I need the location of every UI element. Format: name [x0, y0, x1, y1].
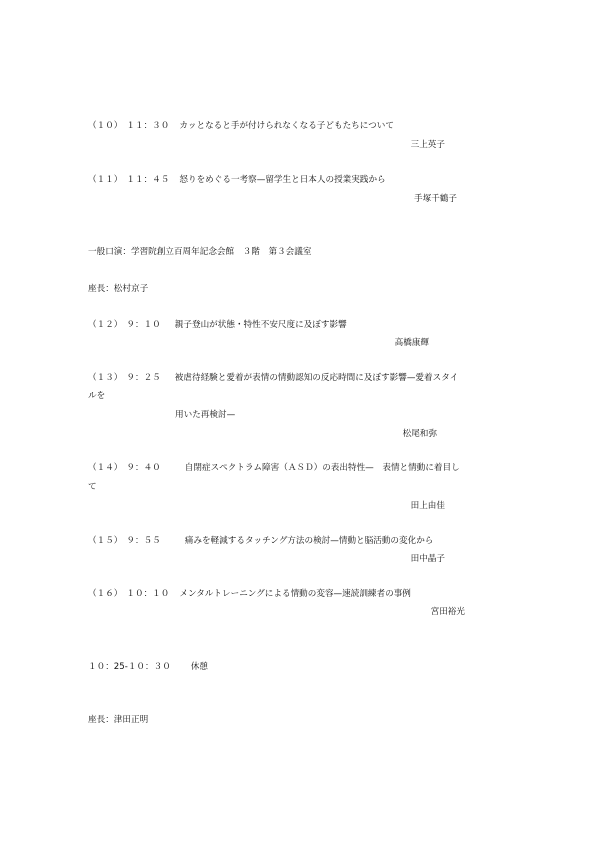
entry-number: （１４）	[88, 463, 123, 473]
entry-14-title-continued: て	[88, 482, 97, 492]
entry-number: （１１）	[88, 175, 123, 185]
break-label: 休憩	[190, 662, 208, 672]
entry-14-author: 田上由佳	[410, 501, 445, 511]
entry-title: カッとなると手が付けられなくなる子どもたちについて	[179, 121, 394, 131]
entry-13-title-continued: ルを	[88, 391, 106, 401]
break-row	[88, 662, 208, 673]
entry-time: ９：２５	[126, 373, 161, 383]
entry-time: １０：１０	[126, 589, 170, 599]
entry-12	[88, 320, 347, 331]
entry-title: 被虐待経験と愛着が表情の情動認知の反応時間に及ぼす影響—愛着スタイ	[174, 373, 459, 383]
entry-number: （１２）	[88, 320, 123, 330]
entry-title: 自閉症スペクトラム障害（ＡＳＤ）の表出特性— 表情と情動に着目し	[184, 463, 460, 473]
entry-13-title-continued-2: 用いた再検討—	[175, 410, 236, 420]
entry-title: メンタルトレーニングによる情動の変容—速読訓練者の事例	[179, 589, 411, 599]
entry-12-author: 高橋康輝	[394, 338, 429, 348]
entry-15	[88, 536, 433, 547]
entry-time: １１：４５	[126, 175, 170, 185]
entry-16	[88, 589, 411, 600]
entry-13-author: 松尾和弥	[402, 429, 437, 439]
entry-number: （１６）	[88, 589, 123, 599]
entry-time: ９：４０	[126, 463, 161, 473]
entry-number: （１５）	[88, 536, 123, 546]
entry-11-author: 手塚千鶴子	[414, 194, 457, 204]
entry-title: 痛みを軽減するタッチング方法の検討—情動と脳活動の変化から	[184, 536, 434, 546]
break-time: １０：25-１０：３０	[88, 662, 171, 672]
chair-label: 座長：松村京子	[88, 284, 149, 294]
entry-title: 親子登山が状態・特性不安尺度に及ぼす影響	[174, 320, 347, 330]
session-heading: 一般口演：学習院創立百周年記念会館 ３階 第３会議室	[88, 247, 312, 257]
entry-15-author: 田中晶子	[410, 554, 445, 564]
entry-16-author: 宮田裕光	[430, 607, 465, 617]
entry-number: （１０）	[88, 121, 123, 131]
entry-11	[88, 175, 386, 186]
entry-13	[88, 373, 458, 384]
entry-time: ９：５５	[126, 536, 161, 546]
entry-time: １１：３０	[126, 121, 170, 131]
entry-number: （１３）	[88, 373, 123, 383]
entry-14	[88, 463, 460, 474]
entry-10-author: 三上英子	[410, 140, 445, 150]
chair-label-2: 座長：津田正明	[88, 715, 149, 725]
entry-10	[88, 121, 394, 132]
entry-time: ９：１０	[126, 320, 161, 330]
entry-title: 怒りをめぐる一考察—留学生と日本人の授業実践から	[179, 175, 386, 185]
